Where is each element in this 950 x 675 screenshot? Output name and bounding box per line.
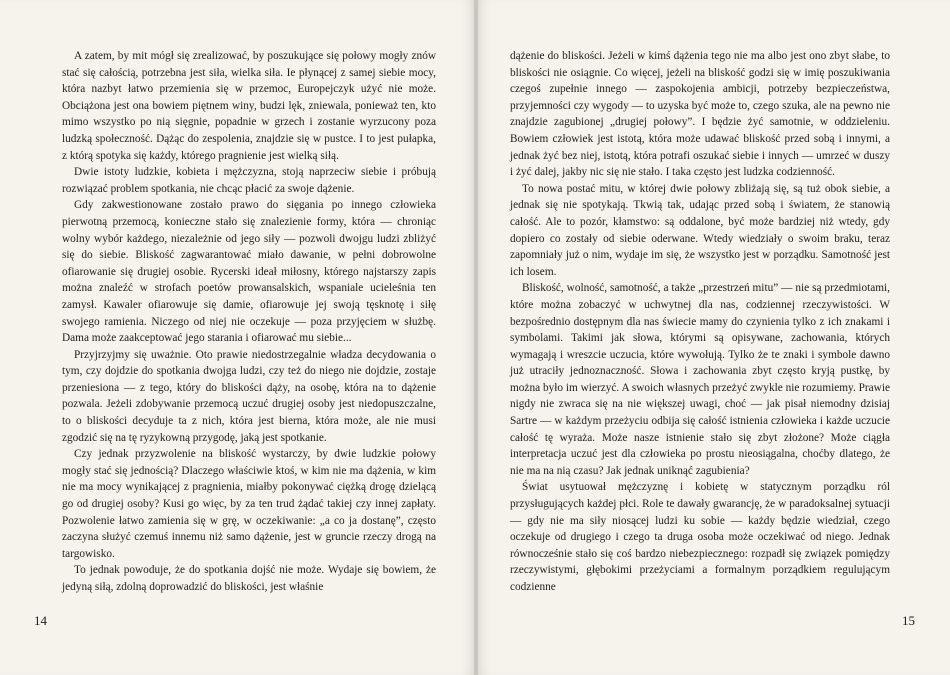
paragraph: To jednak powoduje, że do spotkania dojść nie może. Wydaje się bowiem, że jedyną siłą, zdolną doprowadzić do bliskości, jest właśnie xyxy=(62,564,436,593)
right-page xyxy=(478,0,950,675)
paragraph: Dwie istoty ludzkie, kobieta i mężczyzna, stoją naprzeciw siebie i próbują rozwiązać problem spotkania, nie chcąc płacić za swoje dążenie. xyxy=(62,166,436,195)
left-page xyxy=(0,0,474,675)
paragraph: Gdy zakwestionowane zostało prawo do sięgania po innego człowieka pierwotną przemocą, konieczne stało się znalezienie formy, która — chroniąc wolny wybór każdego, niezależnie od jego siły — pozwoli dwojgu ludzi zbliżyć się do siebie. Bliskość zagwarantować miało dawanie, w pełni dobrowolne ofiarowanie się drugiej osobie. Rycerski ideał miłosny, którego najstarszy zapis można znaleźć w strofach poetów prowansalskich, wspaniale ucieleśnia ten zamysł. Kawaler ofiarowuje się damie, ofiarowuje jej swoją tęsknotę i siłę swojego ramienia. Niczego od niej nie oczekuje — poza przyjęciem w służbę. Dama może zaakceptować jego starania i ofiarować mu siebie... xyxy=(62,199,436,345)
paragraph: Świat usytuował mężczyznę i kobietę w statycznym porządku ról przysługujących każdej płci. Role te dawały gwarancję, że w paradoksalnej sytuacji — gdy nie ma siły niosącej ludzi ku sobie — każdy będzie wiedział, czego oczekuje od drugiego i czego ta druga osoba może oczekiwać od niego. Jednak równocześnie stało się coś bardzo niebezpiecznego: rozpadł się związek pomiędzy rzeczywistymi, głębokimi przeżyciami a formalnym porządkiem regulującym codzienne xyxy=(510,481,890,593)
page-number-right: 15 xyxy=(902,613,915,628)
right-page-text xyxy=(510,48,890,596)
paragraph-continued: dążenie do bliskości. Jeżeli w kimś dążenia tego nie ma albo jest ono zbyt słabe, to bliskości nie osiągnie. Co więcej, jeżeli na bliskość godzi się w imię poszukiwania czegoś zupełnie innego — zaspokojenia ambicji, potrzeby bezpieczeństwa, przyjemności czy wygody — to uzyska być może to, czego szuka, ale na pewno nie znajdzie zagubionej „drugiej połowy”. I będzie żyć samotnie, w oddzieleniu. Bowiem człowiek jest istotą, która może udawać bliskość przed sobą i innymi, a jednak żyć bez niej, istotą, która potrafi oszukać siebie i innych — umrzeć w duszy i żyć dalej, jakby nic się nie stało. I taka często jest ludzka codzienność. xyxy=(510,50,890,179)
page-number-left: 14 xyxy=(34,613,47,628)
paragraph: To nowa postać mitu, w której dwie połowy zbliżają się, są tuż obok siebie, a jednak się nie spotykają. Tkwią tak, udając przed sobą i światem, że stanowią całość. Ale to pozór, kłamstwo: są oddalone, być może bardziej niż wtedy, gdy dopiero co zostały od siebie oderwane. Wtedy wiedziały o swoim braku, teraz zapomniały już o nim, wydaje im się, że wszystko jest w porządku. Samotność jest ich losem. xyxy=(510,182,890,278)
paragraph: Bliskość, wolność, samotność, a także „przestrzeń mitu” — nie są przedmiotami, które można zobaczyć w uchwytnej dla nas, codziennej rzeczywistości. W bezpośrednio dostępnym dla nas świecie mamy do czynienia tylko z ich znakami i symbolami. Takimi jak słowa, którymi są opisywane, zachowania, których wymagają i wreszcie uczucia, które wywołują. Tylko że te znaki i symbole dawno już utraciły jednoznaczność. Słowa i zachowania zbyt często kryją pustkę, by można było im wierzyć. A swoich własnych przeżyć zwykle nie rozumiemy. Prawie nigdy nie zwraca się na nie większej uwagi, choć — jak pisał niemodny dzisiaj Sartre — w każdym przeżyciu odbija się całość istnienia człowieka i każde uczucie całość tę wyraża. Może nasze istnienie stało się zbyt złożone? Może ciągła interpretacja uczuć jest dla człowieka po prostu nieosiągalna, choćby dlatego, że nie ma na nią czasu? Jak jednak uniknąć zagubienia? xyxy=(510,282,890,477)
paragraph: Przyjrzyjmy się uważnie. Oto prawie niedostrzegalnie władza decydowania o tym, czy dojdzie do spotkania dwojga ludzi, czy też do niego nie dojdzie, zostaje przeniesiona — z tego, który do bliskości dąży, na osobę, która na to dążenie pozwala. Jeżeli zdobywanie przemocą uczuć drugiej osoby jest niedopuszczalne, to o bliskości decyduje ta z nich, która jest bierna, która może, ale nie musi zgodzić się na tę ryzykowną przygodę, jaką jest spotkanie. xyxy=(62,348,436,444)
paragraph: Czy jednak przyzwolenie na bliskość wystarczy, by dwie ludzkie połowy mogły stać się jednością? Dlaczego właściwie ktoś, w kim nie ma dążenia, w kim nie ma mocy wynikającej z pragnienia, miałby pokonywać ciężką drogę dzielącą go od drugiej osoby? Kusi go więc, by za ten trud żądać takiej czy innej zapłaty. Pozwolenie łatwo zamienia się w grę, w oczekiwanie: „a co ja dostanę”, często zaczyna służyć czemuś innemu niż samo dążenie, jest w gruncie rzeczy drogą na targowisko. xyxy=(62,448,436,560)
left-page-text xyxy=(62,48,436,596)
paragraph: A zatem, by mit mógł się zrealizować, by poszukujące się połowy mogły znów stać się całością, potrzebna jest siła, wielka siła. Ie płynącej z samej siebie mocy, która nazbyt łatwo przemienia się w przemoc, Europejczyk użyć nie może. Obciążona jest ona bowiem piętnem winy, budzi lęk, zniewala, ponieważ ten, kto mimo wszystko po nią sięgnie, popadnie w grzech i zostanie wyrzucony poza ludzką społeczność. Dążąc do zespolenia, znajdzie się w pustce. I to jest pułapka, z którą spotyka się każdy, którego pragnienie jest wielką siłą. xyxy=(62,50,436,162)
